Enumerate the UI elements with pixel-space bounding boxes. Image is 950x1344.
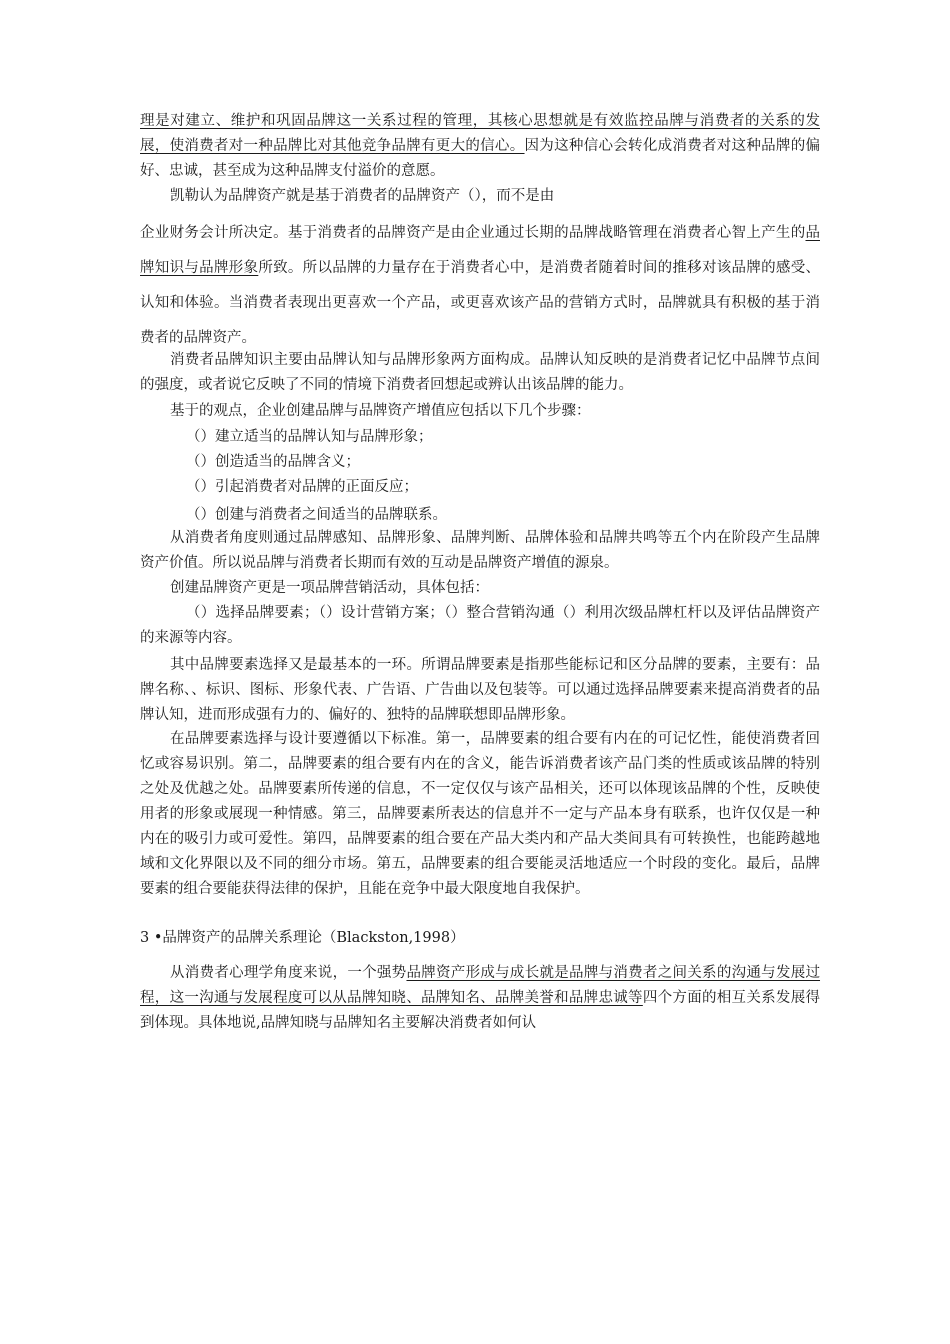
paragraph-relationship-management: [140, 109, 820, 184]
list-item: （）创建与消费者之间适当的品牌联系。: [186, 507, 447, 523]
paragraph-text: 因为这种信心会转化成消费者对这种品牌的偏好、忠诚，甚至成为这种品牌支付溢价的意愿。: [140, 138, 821, 179]
list-item: （）建立适当的品牌认知与品牌形象；: [186, 429, 433, 445]
paragraph-marketing-activities: 创建品牌资产更是一项品牌营销活动，具体包括：: [170, 580, 489, 596]
list-item: （）引起消费者对品牌的正面反应；: [186, 479, 418, 495]
paragraph-keller: 凯勒认为品牌资产就是基于消费者的品牌资产（），而不是由: [170, 188, 555, 204]
list-item: （）创造适当的品牌含义；: [186, 454, 360, 470]
underlined-text: 品牌知识与品牌形象: [140, 225, 820, 276]
paragraph-marketing-list: （）选择品牌要素；（）设计营销方案；（）整合营销沟通（）利用次级品牌杠杆以及评估品牌资产的来源等内容。: [140, 605, 820, 646]
underlined-text: 品牌资产形成与成长就是品牌与消费者之间关系的沟通与发展过程，这一沟通与发展程度可以从品牌知晓、品牌知名、品牌美誉和品牌忠诚等: [140, 965, 821, 1006]
paragraph-text: 四个方面的相互关系发展得到体现。具体地说,品牌知晓与品牌知名主要解决消费者如何认: [140, 990, 821, 1031]
section-heading: 3 •品牌资产的品牌关系理论（Blackston,1998）: [140, 930, 465, 946]
paragraph-brand-elements: 其中品牌要素选择又是最基本的一环。所谓品牌要素是指那些能标记和区分品牌的要素，主要有：品牌名称、、标识、图标、形象代表、广告语、广告曲以及包装等。可以通过选择品牌要素来提高消费者的品牌认知，进而形成强有力的、偏好的、独特的品牌联想即品牌形象。: [140, 657, 820, 723]
paragraph-text: 企业财务会计所决定。基于消费者的品牌资产是由企业通过长期的品牌战略管理在消费者心智上产生的: [140, 225, 806, 241]
paragraph-brand-knowledge: 消费者品牌知识主要由品牌认知与品牌形象两方面构成。品牌认知反映的是消费者记忆中品牌节点间的强度，或者说它反映了不同的情境下消费者回想起或辨认出该品牌的能力。: [140, 352, 820, 393]
paragraph-text: 从消费者心理学角度来说，一个强势: [170, 965, 407, 981]
paragraph-consumer-brand-equity: [140, 216, 820, 356]
paragraph-consumer-perspective: 从消费者角度则通过品牌感知、品牌形象、品牌判断、品牌体验和品牌共鸣等五个内在阶段产生品牌资产价值。所以说品牌与消费者长期而有效的互动是品牌资产增值的源泉。: [140, 530, 820, 571]
paragraph-text: 所致。所以品牌的力量存在于消费者心中，是消费者随着时间的推移对该品牌的感受、认知和体验。当消费者表现出更喜欢一个产品，或更喜欢该产品的营销方式时，品牌就具有积极的基于消费者的品牌资产。: [140, 260, 820, 346]
paragraph-selection-criteria: 在品牌要素选择与设计要遵循以下标准。第一，品牌要素的组合要有内在的可记忆性，能使消费者回忆或容易识别。第二，品牌要素的组合要有内在的含义，能告诉消费者该产品门类的性质或该品牌的特别之处及优越之处。品牌要素所传递的信息，不一定仅仅与该产品相关，还可以体现该品牌的个性，反映使用者的形象或展现一种情感。第三，品牌要素所表达的信息并不一定与产品本身有联系，也许仅仅是一种内在的吸引力或可爱性。第四，品牌要素的组合要在产品大类内和产品大类间具有可转换性，也能跨越地域和文化界限以及不同的细分市场。第五，品牌要素的组合要能灵活地适应一个时段的变化。最后，品牌要素的组合要能获得法律的保护，且能在竞争中最大限度地自我保护。: [140, 731, 820, 897]
underlined-text: 理是对建立、维护和巩固品牌这一关系过程的管理，其核心思想就是有效监控品牌与消费者的关系的发展，使消费者对一种品牌比对其他竞争品牌有更大的信心。: [140, 113, 820, 154]
paragraph-brand-relationship: [140, 961, 820, 1036]
paragraph-steps-intro: 基于的观点，企业创建品牌与品牌资产增值应包括以下几个步骤：: [170, 403, 591, 419]
